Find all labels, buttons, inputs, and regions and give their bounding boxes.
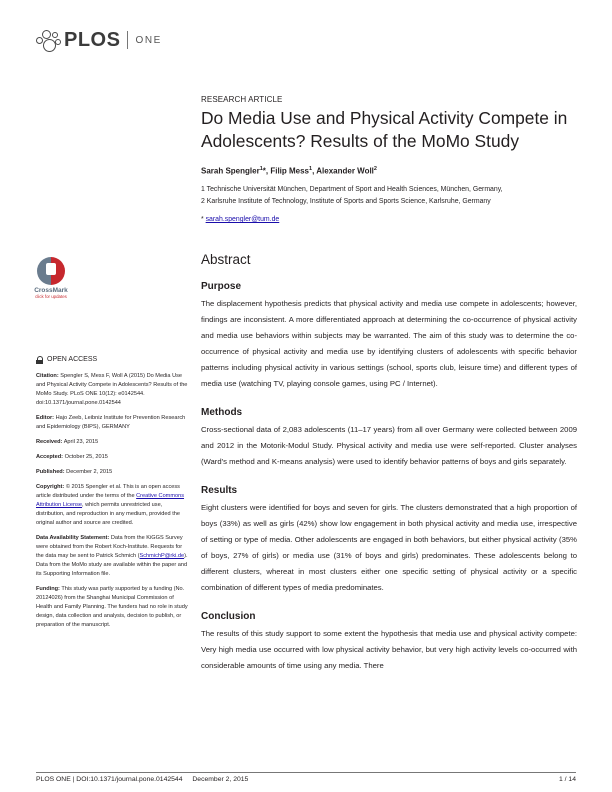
affiliation-number: 1 bbox=[201, 186, 205, 193]
crossmark-sub: click for updates bbox=[35, 294, 67, 299]
accepted-date: October 25, 2015 bbox=[64, 454, 108, 460]
data-availability-block bbox=[36, 534, 188, 579]
abstract-section bbox=[201, 252, 577, 689]
footer-doi: PLOS ONE | DOI:10.1371/journal.pone.0142544 bbox=[36, 776, 183, 783]
citation-text: Spengler S, Mess F, Woll A (2015) Do Media Use and Physical Activity Compete in Adolescents? Results of the MoMo Study. PLoS ONE 10(12): e0142544. doi:10.1371/journal.pone.0142544 bbox=[36, 373, 188, 406]
author-sup: 1 bbox=[309, 166, 313, 172]
accepted-block bbox=[36, 453, 188, 462]
published-date: December 2, 2015 bbox=[66, 469, 113, 475]
corresponding-email bbox=[201, 216, 279, 223]
accepted-label: Accepted: bbox=[36, 454, 64, 460]
footer-citation bbox=[36, 776, 248, 783]
editor-label: Editor: bbox=[36, 415, 55, 421]
data-availability-text: Data from the KiGGS Survey were obtained from the Robert Koch-Institute. Requests for the data may be sent to Patrick Schmich ( bbox=[36, 535, 183, 559]
license-link[interactable]: Creative Commons Attribution License bbox=[36, 493, 185, 508]
author-suffix: *, bbox=[262, 166, 269, 176]
section-heading: Methods bbox=[201, 407, 243, 418]
affiliation bbox=[201, 198, 491, 205]
page-number: 1 / 14 bbox=[558, 776, 576, 783]
footer-divider bbox=[36, 772, 576, 773]
author-name[interactable]: Sarah Spengler bbox=[201, 166, 260, 176]
abstract-methods bbox=[201, 407, 577, 470]
published-block bbox=[36, 468, 188, 477]
footer-date: December 2, 2015 bbox=[192, 776, 249, 783]
open-access-label: OPEN ACCESS bbox=[47, 356, 98, 363]
section-heading: Purpose bbox=[201, 281, 242, 292]
funding-label: Funding: bbox=[36, 586, 60, 592]
author-suffix: , bbox=[312, 166, 315, 176]
citation-label: Citation: bbox=[36, 373, 59, 379]
section-text: Cross-sectional data of 2,083 adolescents (11–17 years) from all over Germany were collected between 2009 and 2012 in the Motorik-Modul Study. Physical activity and media use were self-reported. Cluster analyses (Ward's method and K-means analysis) were used to identify behavior patterns of boys and girls separately. bbox=[201, 425, 577, 466]
affiliation-text: Technische Universität München, Department of Sport and Health Sciences, München, Germany, bbox=[206, 186, 503, 193]
abstract-conclusion bbox=[201, 611, 577, 674]
copyright-text: © 2015 Spengler et al. This is an open access article distributed under the terms of the bbox=[36, 484, 180, 499]
editor-text: Hajo Zeeb, Leibniz Institute for Prevention Research and Epidemiology (BIPS), GERMANY bbox=[36, 415, 186, 430]
author-name[interactable]: Alexander Woll bbox=[316, 166, 374, 176]
author-sup: 2 bbox=[373, 166, 377, 172]
section-text: The results of this study support to some extent the hypothesis that media use and physical activity compete: Very high media use occurred with low physical activity behavior, but very high activity levels co-occurred with considerable amounts of time using any media. There bbox=[201, 629, 577, 670]
data-contact-link[interactable]: SchmichP@rki.de bbox=[139, 553, 185, 559]
author-sup: 1 bbox=[259, 166, 263, 172]
published-label: Published: bbox=[36, 469, 65, 475]
author-list bbox=[201, 166, 377, 176]
crossmark-label: CrossMark bbox=[34, 287, 68, 294]
abstract-results bbox=[201, 485, 577, 596]
section-text: The displacement hypothesis predicts that physical activity and media use compete in adolescents; however, findings are inconsistent. A more differentiated approach at determining the co-occurrence of physical activity and media use behaviors within subjects may be warranted. The aim of this study was to determine the co-occurrence of physical activity and media use by identifying clusters of adolescents with specific behavior patterns including physical activity in various settings (school, sports club, leisure time) and different types of media use (watching TV, playing console games, using PC / Internet). bbox=[201, 299, 577, 388]
crossmark-badge[interactable] bbox=[33, 257, 69, 299]
email-link[interactable]: sarah.spengler@tum.de bbox=[205, 216, 280, 223]
article-title: Do Media Use and Physical Activity Compete in Adolescents? Results of the MoMo Study bbox=[201, 108, 568, 151]
author-name[interactable]: Filip Mess bbox=[270, 166, 310, 176]
affiliation-text: Karlsruhe Institute of Technology, Institute of Sports and Sports Science, Karlsruhe, Germany bbox=[206, 198, 491, 205]
funding-text: This study was partly supported by a funding (No. 20124026) from the Shanghai Municipal Commission of Health and Family Planning. The funders had no role in study design, data collection and analysis, decision to publish, or preparation of the manuscript. bbox=[36, 586, 188, 628]
logo-plos-text: PLOS bbox=[64, 28, 121, 51]
abstract-purpose bbox=[201, 281, 577, 392]
affiliation-number: 2 bbox=[201, 198, 205, 205]
article-type: RESEARCH ARTICLE bbox=[201, 95, 283, 104]
editor-block bbox=[36, 414, 188, 432]
crossmark-icon bbox=[37, 257, 65, 285]
received-block bbox=[36, 438, 188, 447]
open-lock-icon bbox=[36, 356, 43, 364]
received-label: Received: bbox=[36, 439, 63, 445]
abstract-heading: Abstract bbox=[201, 252, 251, 267]
affiliation bbox=[201, 186, 503, 193]
journal-logo[interactable] bbox=[36, 28, 162, 52]
email-marker: * bbox=[201, 216, 204, 223]
data-availability-label: Data Availability Statement: bbox=[36, 535, 110, 541]
article-sidebar bbox=[36, 355, 188, 636]
received-date: April 23, 2015 bbox=[63, 439, 99, 445]
logo-separator bbox=[127, 31, 128, 49]
data-availability-text-end: ). Data from the MoMo study are available within the paper and its Supporting Information file. bbox=[36, 553, 188, 577]
section-heading: Results bbox=[201, 485, 238, 496]
section-text: Eight clusters were identified for boys and seven for girls. The clusters demonstrated that a high proportion of boys (33%) as well as girls (42%) show low engagement in both physical activity and media use, irrespective of setting or type of media. Other adolescents are engaged in both behaviors, but either physical activity (35% of boys, 27% of girls) or media use (31% of boys and girls) predominates. These adolescents belong to different clusters, whereat in most clusters either one specific setting of physical activity or a specific combination of different types of media predominates. bbox=[201, 503, 577, 592]
copyright-label: Copyright: bbox=[36, 484, 65, 490]
citation-block bbox=[36, 372, 188, 408]
funding-block bbox=[36, 585, 188, 630]
section-heading: Conclusion bbox=[201, 611, 256, 622]
copyright-block bbox=[36, 483, 188, 528]
open-access-badge bbox=[36, 355, 188, 364]
plos-dots-icon bbox=[36, 28, 62, 52]
copyright-text-end: , which permits unrestricted use, distribution, and reproduction in any medium, provided the original author and source are credited. bbox=[36, 502, 180, 526]
logo-one-text: ONE bbox=[135, 34, 162, 46]
